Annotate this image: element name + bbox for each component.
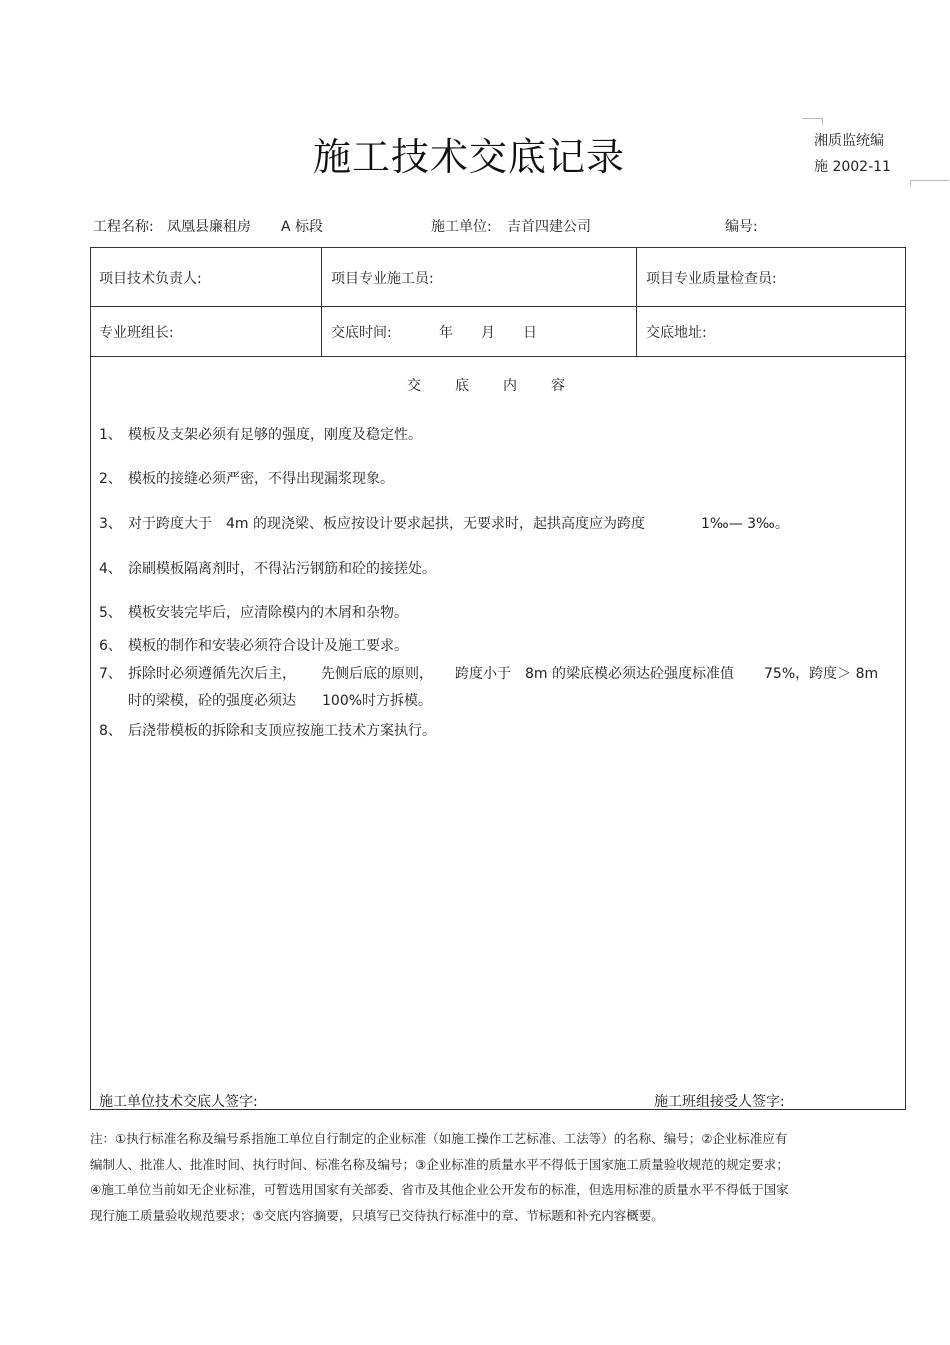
item-text: 后浇带模板的拆除和支顶应按施工技术方案执行。 xyxy=(128,723,436,739)
item-text: 模板及支架必须有足够的强度，刚度及稳定性。 xyxy=(128,427,422,443)
item-text: 8m 的梁底模必须达砼强度标准值 xyxy=(525,666,734,682)
item-text: 涂刷模板隔离剂时，不得沾污钢筋和砼的接搓处。 xyxy=(128,561,436,577)
section-heading-char: 内 xyxy=(503,378,517,394)
list-item xyxy=(99,663,878,683)
item-text: 100%时方拆模。 xyxy=(322,693,433,709)
list-item xyxy=(99,602,408,622)
construction-unit-label: 施工单位: xyxy=(431,219,492,235)
construction-staff-label: 项目专业施工员: xyxy=(331,271,434,287)
column-divider xyxy=(636,248,637,356)
list-item xyxy=(99,720,436,740)
project-section: A 标段 xyxy=(281,219,324,235)
item-text: 跨度小于 xyxy=(455,666,511,682)
section-heading-char: 容 xyxy=(551,378,565,394)
footnote-line: ④施工单位当前如无企业标准，可暂选用国家有关部委、省市及其他企业公开发布的标准，但选用标准的质量水平不得低于国家 xyxy=(90,1182,789,1197)
item-number: 8、 xyxy=(99,723,122,739)
item-text: 模板的制作和安装必须符合设计及施工要求。 xyxy=(128,638,408,654)
day-label: 日 xyxy=(523,325,537,341)
footnote-line: 编制人、批准人、批准时间、执行时间、标准名称及编号；③企业标准的质量水平不得低于国家施工质量验收规范的规定要求； xyxy=(90,1156,789,1172)
team-leader-label: 专业班组长: xyxy=(99,325,174,341)
item-text: 对于跨度大于 xyxy=(128,516,212,532)
item-text: 模板的接缝必须严密，不得出现漏浆现象。 xyxy=(128,471,394,487)
item-number: 6、 xyxy=(99,638,122,654)
row-divider xyxy=(91,356,905,357)
list-item xyxy=(99,635,408,655)
item-text: 时的梁模，砼的强度必须达 xyxy=(128,693,296,709)
quality-inspector-label: 项目专业质量检查员: xyxy=(646,271,777,287)
item-number: 3、 xyxy=(99,516,122,532)
disclosure-table xyxy=(90,247,906,1110)
column-divider xyxy=(321,248,322,356)
item-number: 7、 xyxy=(99,666,122,682)
project-name-value: 凤凰县廉租房 xyxy=(167,219,251,235)
list-item xyxy=(99,513,789,533)
disclosure-place-label: 交底地址: xyxy=(646,325,707,341)
list-item xyxy=(99,424,422,444)
section-heading xyxy=(67,375,905,395)
item-text: 1‰— 3‰。 xyxy=(701,516,789,532)
form-code-line1: 湘质监统编 xyxy=(814,133,884,149)
project-name-label: 工程名称: xyxy=(93,219,154,235)
item-text: 75%，跨度＞ 8m xyxy=(764,666,879,682)
month-label: 月 xyxy=(481,325,495,341)
receiver-signature-label: 施工班组接受人签字: xyxy=(654,1094,785,1110)
document-number-label: 编号: xyxy=(725,219,758,235)
footnote-line: 现行施工质量验收规范要求；⑤交底内容摘要，只填写已交待执行标准中的章、节标题和补充内容概要。 xyxy=(90,1207,664,1223)
list-item xyxy=(99,558,436,578)
disclosure-time-label: 交底时间: xyxy=(331,325,392,341)
footnote-line: 注：①执行标准名称及编号系指施工单位自行制定的企业标准（如施工操作工艺标准、工法等）的名称、编号；②企业标准应有 xyxy=(90,1131,788,1146)
construction-unit-value: 吉首四建公司 xyxy=(507,219,591,235)
document-title: 施工技术交底记录 xyxy=(312,135,625,179)
list-item-continuation xyxy=(128,690,432,710)
discloser-signature-label: 施工单位技术交底人签字: xyxy=(99,1094,258,1110)
corner-mark-bottom xyxy=(910,180,949,187)
year-label: 年 xyxy=(439,325,453,341)
item-number: 4、 xyxy=(99,561,122,577)
item-text: 拆除时必须遵循先次后主， xyxy=(128,666,296,682)
list-item xyxy=(99,468,394,488)
section-heading-char: 交 xyxy=(407,378,421,394)
item-text: 先侧后底的原则， xyxy=(321,666,433,682)
item-text: 模板安装完毕后，应清除模内的木屑和杂物。 xyxy=(128,605,408,621)
item-number: 1、 xyxy=(99,427,122,443)
item-number: 2、 xyxy=(99,471,122,487)
section-heading-char: 底 xyxy=(455,378,469,394)
item-number: 5、 xyxy=(99,605,122,621)
row-divider xyxy=(91,306,905,307)
footnotes xyxy=(90,1126,920,1228)
tech-lead-label: 项目技术负责人: xyxy=(99,271,202,287)
item-text: 4m 的现浇梁、板应按设计要求起拱，无要求时，起拱高度应为跨度 xyxy=(226,516,645,532)
corner-mark-top xyxy=(802,118,823,125)
form-code-line2: 施 2002-11 xyxy=(814,159,891,175)
